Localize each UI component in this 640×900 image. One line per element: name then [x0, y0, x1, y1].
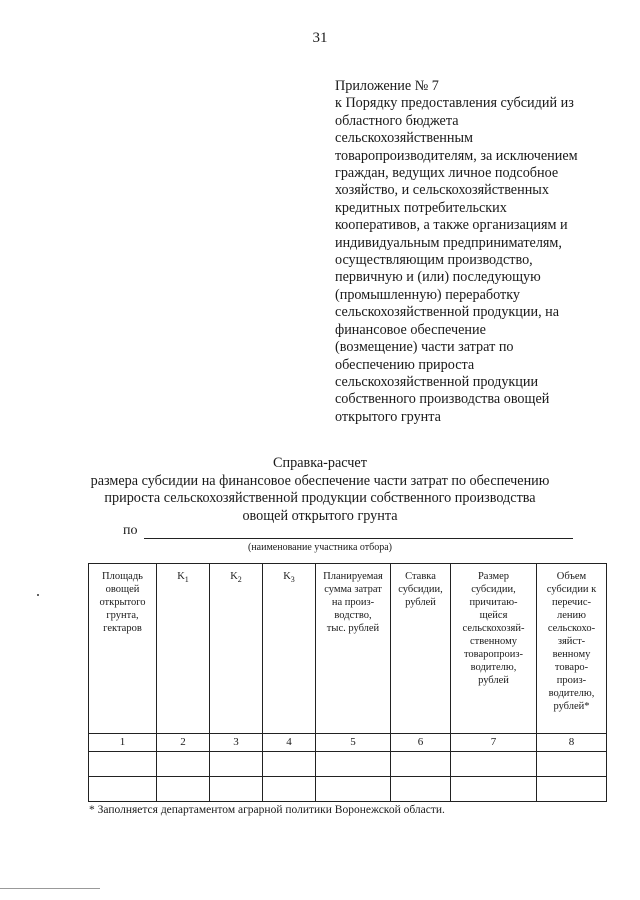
appendix-line: (промышленную) переработку — [335, 286, 520, 303]
table-row — [89, 752, 607, 777]
appendix-line: областного бюджета — [335, 112, 459, 129]
table-cell[interactable] — [89, 752, 157, 777]
scan-dot — [37, 594, 39, 596]
appendix-line: первичную и (или) последующую — [335, 269, 541, 286]
column-number: 8 — [537, 734, 607, 752]
appendix-line: собственного производства овощей — [335, 391, 550, 408]
column-number: 1 — [89, 734, 157, 752]
column-header-3: $K_2$ — [210, 564, 263, 734]
table-cell[interactable] — [210, 752, 263, 777]
calculation-table — [88, 563, 607, 802]
title-line: прироста сельскохозяйственной продукции собственного производства — [104, 490, 536, 507]
appendix-line: кооперативов, а также организациям и — [335, 217, 568, 234]
column-number: 2 — [157, 734, 210, 752]
table-cell[interactable] — [316, 752, 391, 777]
table-cell[interactable] — [210, 777, 263, 802]
table-cell[interactable] — [263, 777, 316, 802]
column-header-5: Планируемая сумма затрат на произ- водство, тыс. рублей — [316, 564, 391, 734]
column-number: 3 — [210, 734, 263, 752]
table-cell[interactable] — [316, 777, 391, 802]
table-cell[interactable] — [537, 777, 607, 802]
column-number-row — [89, 734, 607, 752]
table-row — [89, 777, 607, 802]
table-cell[interactable] — [157, 777, 210, 802]
column-header-7: Размер субсидии, причитаю- щейся сельскохозяй- ственному товаропроиз- водителю, рублей — [451, 564, 537, 734]
appendix-line: индивидуальным предпринимателям, — [335, 234, 562, 251]
table-cell[interactable] — [263, 752, 316, 777]
table-cell[interactable] — [391, 752, 451, 777]
appendix-block — [335, 78, 615, 426]
title-line: размера субсидии на финансовое обеспечение части затрат по обеспечению — [90, 472, 550, 489]
appendix-line: финансовое обеспечение — [335, 321, 486, 338]
appendix-line: открытого грунта — [335, 408, 441, 425]
table-header-row — [89, 564, 607, 734]
column-number: 6 — [391, 734, 451, 752]
appendix-line: (возмещение) части затрат по — [335, 339, 514, 356]
recipient-prefix: по — [123, 523, 138, 538]
column-header-6: Ставка субсидии, рублей — [391, 564, 451, 734]
appendix-line: кредитных потребительских — [335, 199, 507, 216]
recipient-row — [123, 523, 573, 539]
appendix-line: осуществляющим производство, — [335, 252, 533, 269]
appendix-line: граждан, ведущих личное подсобное — [335, 165, 559, 182]
appendix-line: товаропроизводителям, за исключением — [335, 147, 578, 164]
table-cell[interactable] — [157, 752, 210, 777]
column-header-1: Площадь овощей открытого грунта, гектаров — [89, 564, 157, 734]
appendix-line: сельскохозяйственной продукции — [335, 373, 539, 390]
appendix-line: к Порядку предоставления субсидий из — [335, 95, 574, 112]
column-number: 4 — [263, 734, 316, 752]
title-heading: Справка-расчет — [273, 455, 367, 471]
appendix-line: сельскохозяйственной продукции, на — [335, 304, 560, 321]
column-number: 5 — [316, 734, 391, 752]
title-line: овощей открытого грунта — [242, 507, 398, 524]
appendix-line: обеспечению прироста — [335, 356, 475, 373]
recipient-caption: (наименование участника отбора) — [248, 542, 392, 553]
table-cell[interactable] — [391, 777, 451, 802]
table-cell[interactable] — [537, 752, 607, 777]
appendix-title: Приложение № 7 — [335, 78, 439, 94]
table-cell[interactable] — [451, 752, 537, 777]
calculation-table-wrap — [88, 563, 606, 802]
appendix-line: хозяйство, и сельскохозяйственных — [335, 182, 549, 199]
table-cell[interactable] — [89, 777, 157, 802]
column-header-8: Объем субсидии к перечис- лению сельскохо- зяйст- венному товаро- произ- водителю, рублей* — [537, 564, 607, 734]
page-number: 31 — [312, 30, 328, 46]
column-header-2: $K_1$ — [157, 564, 210, 734]
column-header-4: $K_3$ — [263, 564, 316, 734]
scan-edge — [0, 888, 100, 889]
recipient-name-field[interactable] — [144, 524, 574, 539]
column-number: 7 — [451, 734, 537, 752]
table-cell[interactable] — [451, 777, 537, 802]
document-title — [60, 455, 580, 525]
footnote: * Заполняется департаментом аграрной политики Воронежской области. — [89, 804, 445, 816]
appendix-line: сельскохозяйственным — [335, 130, 474, 147]
